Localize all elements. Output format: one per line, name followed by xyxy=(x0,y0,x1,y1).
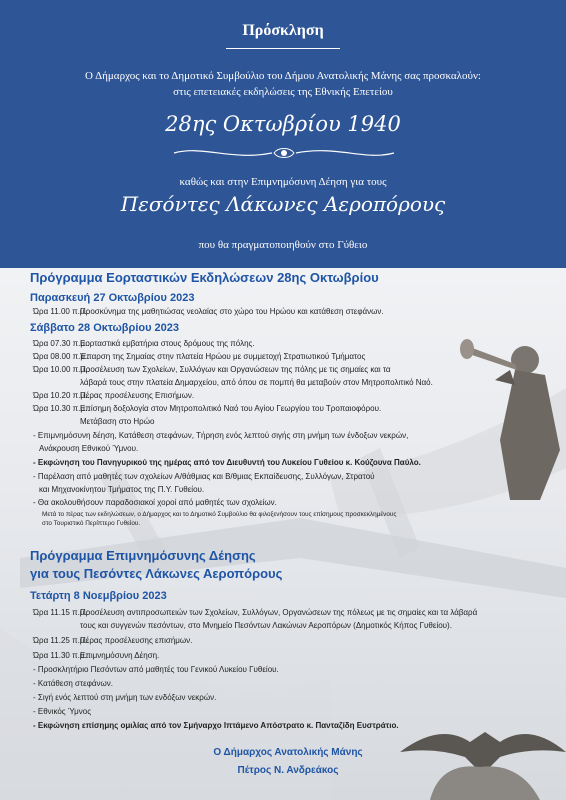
program-row xyxy=(33,391,194,401)
program-day-saturday: Σάββατο 28 Οκτωβρίου 2023 xyxy=(30,322,180,334)
memorial-bullet: - Προσκλητήριο Πεσόντων από μαθητές του Γενικού Λυκείου Γυθείου. xyxy=(33,665,279,674)
invitation-title: Πρόσκληση xyxy=(242,22,324,39)
memorial-line: καθώς και στην Επιμνημόσυνη Δέηση για τους xyxy=(179,176,387,188)
signature-title: Ο Δήμαρχος Ανατολικής Μάνης xyxy=(213,747,363,758)
program-bullet: - Θα ακολουθήσουν παραδοσιακοί χοροί από μαθητές των σχολείων. xyxy=(33,498,277,507)
program-row xyxy=(33,378,433,388)
row-text: Προσέλευση των Σχολείων, Συλλόγων και Οργανώσεων της πόλης με τις σημαίες και τα xyxy=(80,365,391,374)
row-time: Ώρα 11.30 π.μ.: xyxy=(33,651,89,660)
program-bullet: - Παρέλαση από μαθητές των σχολείων Α/θάθμιας και Β/θμιας Εκπαίδευσης, Συλλόγων, Στρατού xyxy=(33,472,375,481)
row-text: Πέρας προσέλευσης επισήμων. xyxy=(80,636,193,645)
row-text: τους και συγγενών πεσόντων, στο Μνημείο Πεσόντων Λακώνων Αεροπόρων (Δημοτικός Κήπος Γυθείου). xyxy=(80,621,452,630)
program-row xyxy=(33,339,255,349)
row-text: Πέρας προσέλευσης Επισήμων. xyxy=(80,391,195,400)
row-time: Ώρα 07.30 π.μ.: xyxy=(33,339,90,348)
hospitality-note-2: στο Τουριστικό Περίπτερο Γυθείου. xyxy=(42,520,141,527)
row-text: Επίσημη δοξολογία στον Μητροπολιτικό Ναό του Αγίου Γεωργίου του Τροπαιοφόρου. xyxy=(80,404,382,413)
row-text: Έπαρση της Σημαίας στην πλατεία Ηρώου με συμμετοχή Στρατιωτικού Τμήματος xyxy=(80,352,366,361)
program-bullet: - Επιμνημόσυνη δέηση, Κατάθεση στεφάνων, Τήρηση ενός λεπτού σιγής στη μνήμη των ένδοξων νεκρών, xyxy=(33,431,409,440)
program-bullet: και Μηχανοκίνητου Τμήματος της Π.Υ. Γυθείου. xyxy=(39,485,205,494)
program-bullet-bold: - Εκφώνηση του Πανηγυρικού της ημέρας από τον Διευθυντή του Λυκείου Γυθείου κ. Κούζουνα Παύλο. xyxy=(33,458,421,467)
memorial-bullet-bold: - Εκφώνηση επίσημης ομιλίας από τον Σμήναρχο Ιπτάμενο Απόστρατο κ. Πανταζίδη Ευστράτιο. xyxy=(33,721,399,730)
row-time: Ώρα 11.15 π.μ.: xyxy=(33,608,89,617)
row-text: Μετάβαση στο Ηρώο xyxy=(80,417,155,426)
program-row xyxy=(33,352,365,362)
flourish-divider xyxy=(172,143,396,163)
memorial-row xyxy=(33,608,477,618)
row-text: Προσέλευση αντιπροσωπειών των Σχολείων, Συλλόγων, Οργανώσεων της πόλεως με τις σημαίες και τα λάβαρά xyxy=(80,608,478,617)
intro-line-2: στις επετειακές εκδηλώσεις της Εθνικής Επετείου xyxy=(173,86,393,98)
bugler-soldier-illustration xyxy=(455,330,566,500)
program-row xyxy=(33,417,154,427)
memorial-row xyxy=(33,636,192,646)
memorial-bullet: - Κατάθεση στεφάνων. xyxy=(33,679,113,688)
memorial-program-subtitle: για τους Πεσόντες Λάκωνες Αεροπόρους xyxy=(30,566,283,581)
row-time: Ώρα 10.00 π.μ.: xyxy=(33,365,90,374)
location-line: που θα πραγματοποιηθούν στο Γύθειο xyxy=(198,239,368,251)
row-time: Ώρα 10.20 π.μ.: xyxy=(33,391,90,400)
row-time: Ώρα 11.00 π.μ.: xyxy=(33,307,89,316)
hospitality-note: Μετά το πέρας των εκδηλώσεων, ο Δήμαρχος και το Δημοτικό Συμβούλιο θα φιλοξενήσουν τους επίσημους προσκεκλημένους xyxy=(42,511,397,518)
row-text: Προσκύνημα της μαθητιώσας νεολαίας στο χώρο του Ηρώου και κατάθεση στεφάνων. xyxy=(80,307,384,316)
program-bullet: Ανάκρουση Εθνικού Ύμνου. xyxy=(39,444,139,453)
program-day-friday: Παρασκευή 27 Οκτωβρίου 2023 xyxy=(30,292,195,304)
memorial-bullet: - Εθνικός Ύμνος xyxy=(33,707,92,716)
row-time: Ώρα 10.30 π.μ.: xyxy=(33,404,90,413)
anniversary-date: 28ης Οκτωβρίου 1940 xyxy=(165,112,401,136)
row-time: Ώρα 08.00 π.μ.: xyxy=(33,352,90,361)
memorial-row xyxy=(33,651,159,661)
row-text: λάβαρά τους στην πλατεία Δημαρχείου, από όπου σε πομπή θα μεταβούν στον Μητροπολιτικό Ναό. xyxy=(80,378,433,387)
row-text: Επιμνημόσυνη Δέηση. xyxy=(80,651,160,660)
memorial-program-title: Πρόγραμμα Επιμνημόσυνης Δέησης xyxy=(30,548,256,563)
row-time: Ώρα 11.25 π.μ.: xyxy=(33,636,89,645)
program-title: Πρόγραμμα Εορταστικών Εκδηλώσεων 28ης Οκτωβρίου xyxy=(30,270,379,285)
memorial-bullet: - Σιγή ενός λεπτού στη μνήμη των ενδόξων νεκρών. xyxy=(33,693,217,702)
title-underline xyxy=(226,48,340,49)
invitation-header xyxy=(0,0,566,268)
signature-name: Πέτρος Ν. Ανδρεάκος xyxy=(237,765,339,776)
memorial-row xyxy=(33,621,452,631)
intro-line: Ο Δήμαρχος και το Δημοτικό Συμβούλιο του Δήμου Ανατολικής Μάνης σας προσκαλούν: xyxy=(85,70,481,82)
program-day-wednesday: Τετάρτη 8 Νοεμβρίου 2023 xyxy=(30,590,167,602)
program-row xyxy=(33,404,381,414)
program-row xyxy=(33,365,391,375)
program-row xyxy=(33,307,384,317)
row-text: Εορταστικά εμβατήρια στους δρόμους της πόλης. xyxy=(80,339,255,348)
fallen-airmen-script: Πεσόντες Λάκωνες Αεροπόρους xyxy=(120,192,446,216)
